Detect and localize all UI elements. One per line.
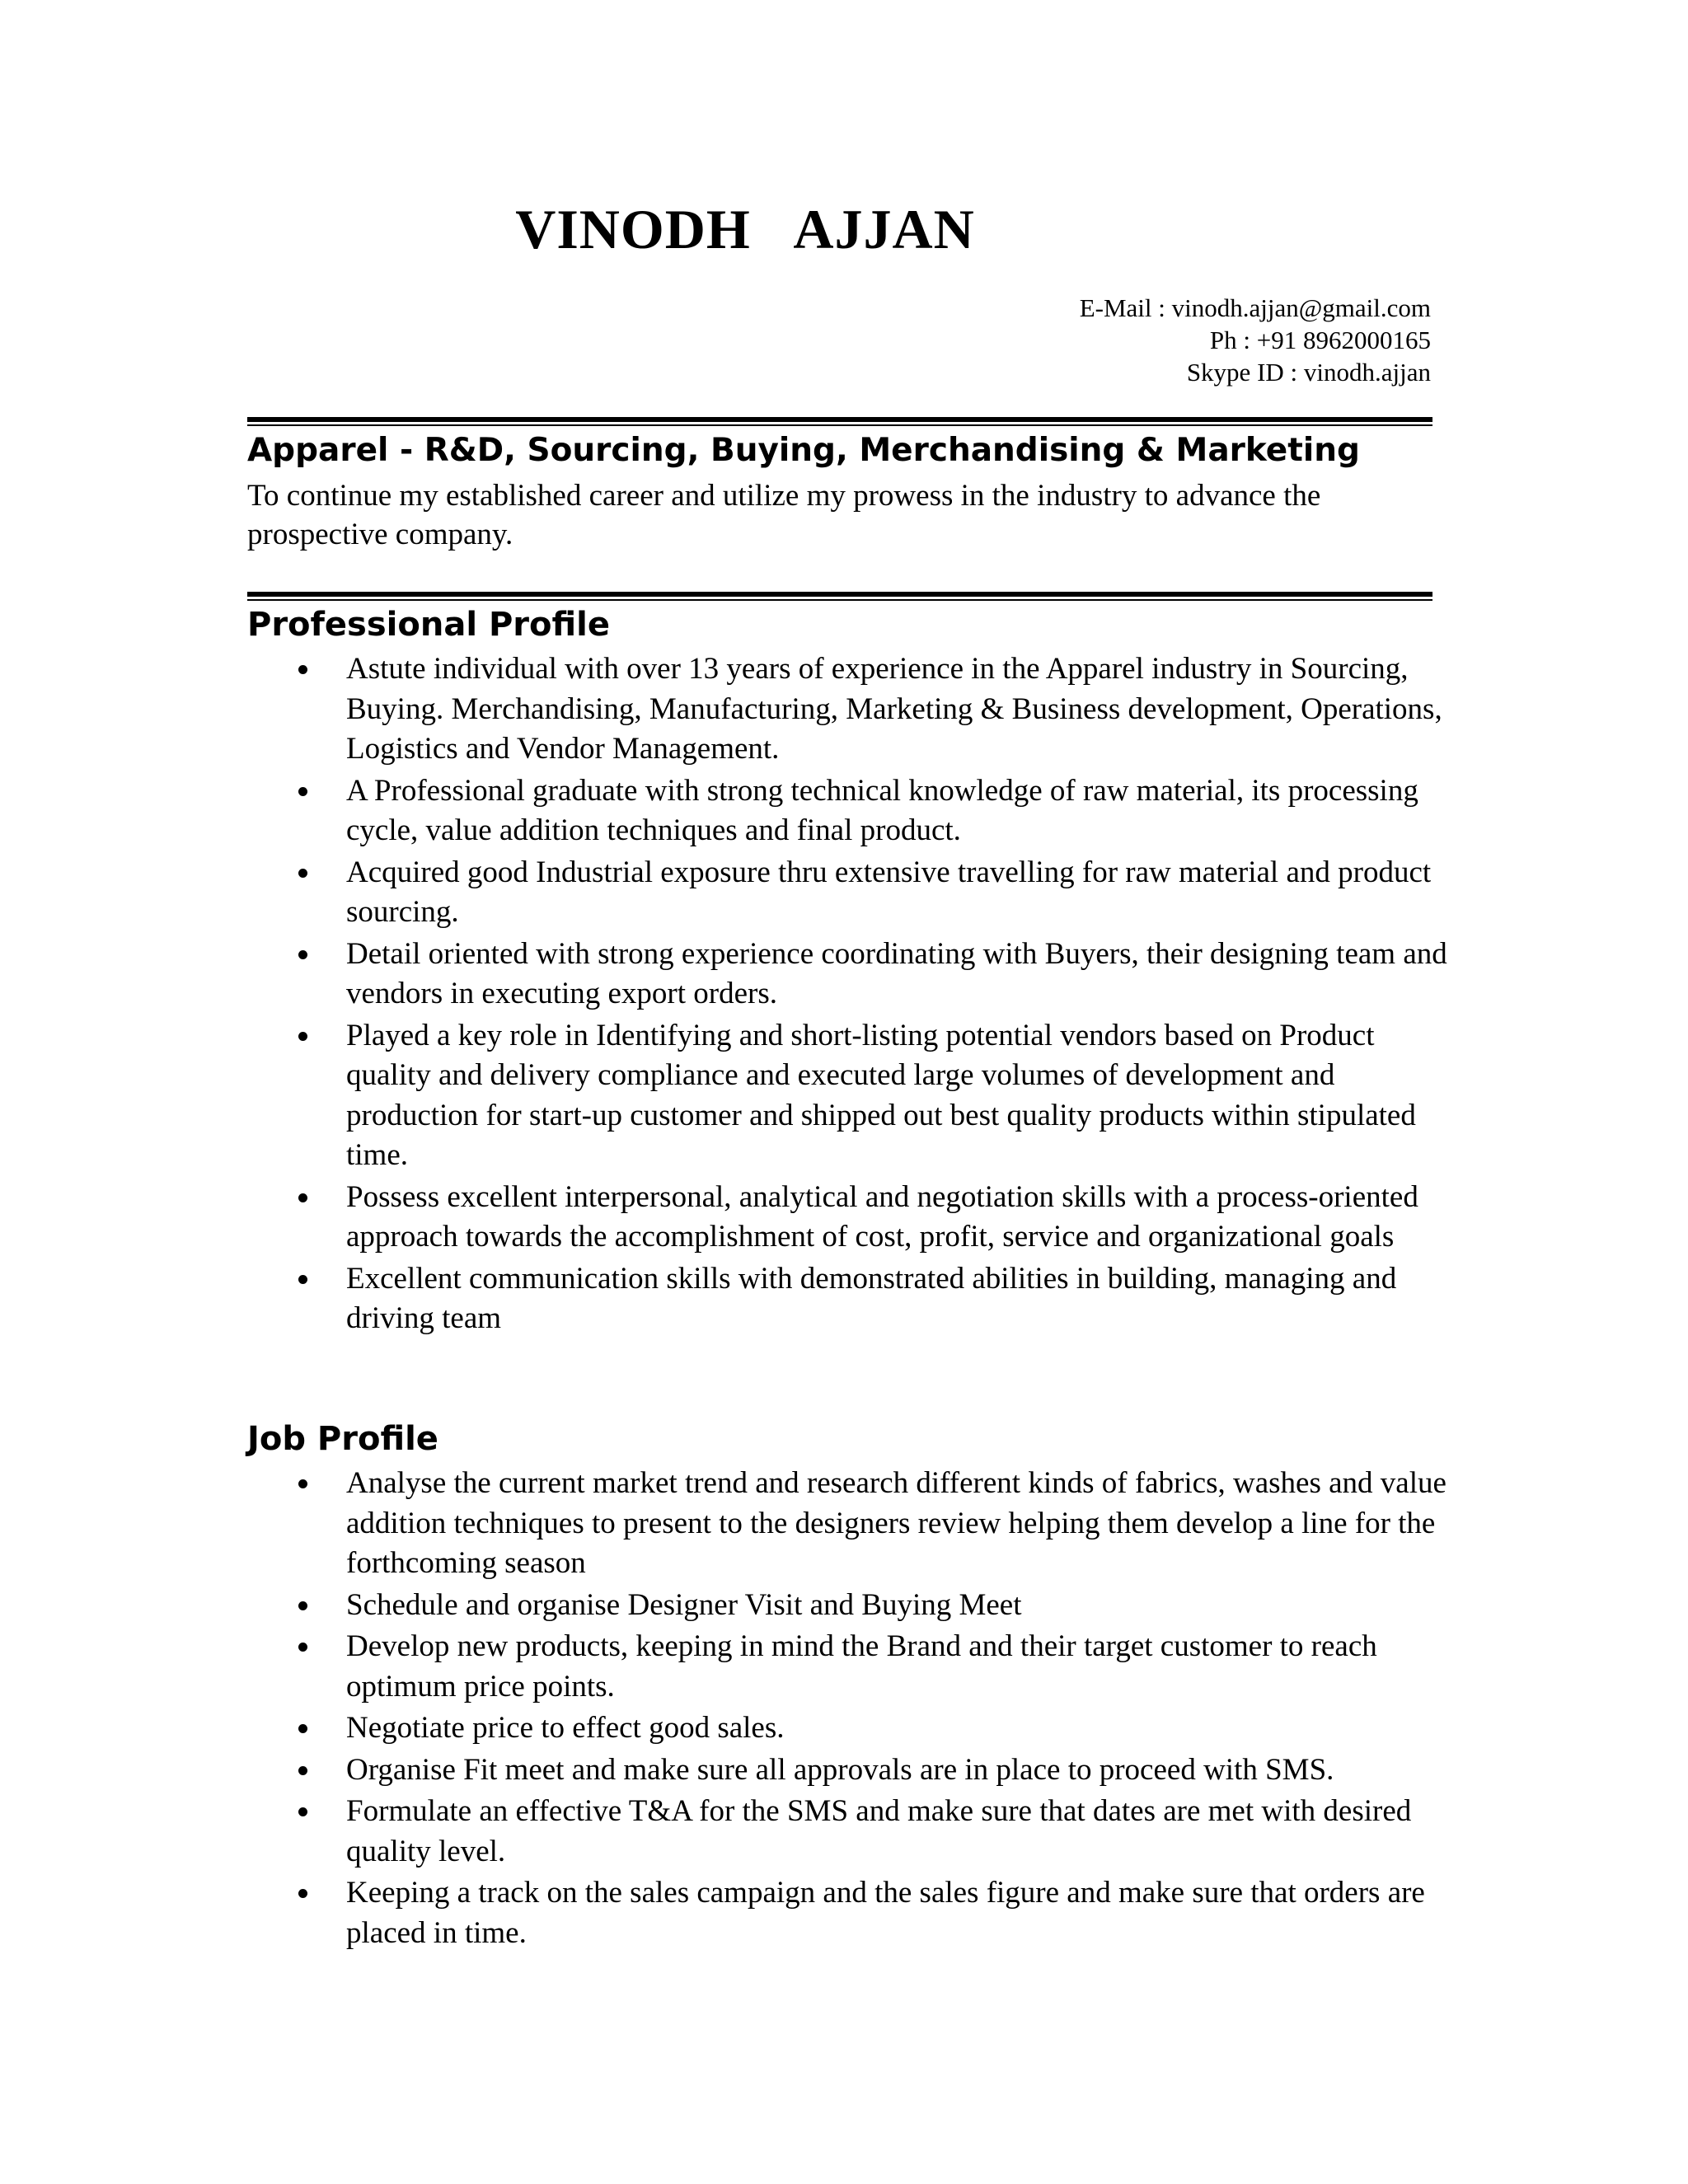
list-item-text: Acquired good Industrial exposure thru extensive travelling for raw material and product sourcing.: [346, 855, 1432, 929]
job-profile-list: [247, 1464, 1451, 1955]
list-item: [247, 935, 1451, 1015]
objective-text: To continue my established career and utilize my prowess in the industry to advance the prospective company.: [247, 479, 1321, 551]
list-item-text: Keeping a track on the sales campaign and the sales figure and make sure that orders are placed in time.: [346, 1876, 1425, 1950]
bullet-icon: [298, 1889, 307, 1898]
double-rule-divider: [247, 417, 1432, 427]
list-item: [247, 649, 1451, 770]
bullet-icon: [298, 1193, 307, 1202]
skype-line: Skype ID : vinodh.ajjan: [1186, 358, 1431, 387]
objective-heading: Apparel - R&D, Sourcing, Buying, Merchandising & Marketing: [247, 432, 1360, 469]
list-item: [247, 1873, 1451, 1953]
bullet-icon: [298, 1807, 307, 1816]
list-item: [247, 1464, 1451, 1584]
list-item: [247, 1016, 1451, 1176]
bullet-icon: [298, 1643, 307, 1652]
list-item-text: Possess excellent interpersonal, analytical and negotiation skills with a process-oriented approach towards the accomplishment of cost, profit, service and organizational goals: [346, 1179, 1418, 1254]
contact-block: [1080, 292, 1431, 388]
list-item: [247, 1792, 1451, 1872]
list-item-text: Analyse the current market trend and research different kinds of fabrics, washes and value addition techniques to present to the designers review helping them develop a line for the forthcoming season: [346, 1466, 1447, 1580]
bullet-icon: [298, 1601, 307, 1610]
bullet-icon: [298, 1766, 307, 1775]
list-item-text: Schedule and organise Designer Visit and Buying Meet: [346, 1587, 1022, 1622]
list-item-text: Astute individual with over 13 years of experience in the Apparel industry in Sourcing, Buying. Merchandising, Manufacturing, Marketing & Business development, Operations, Logistics and Vendor Management.: [346, 652, 1442, 766]
list-item-text: Negotiate price to effect good sales.: [346, 1711, 785, 1745]
list-item: [247, 771, 1451, 851]
list-item: [247, 853, 1451, 933]
bullet-icon: [298, 665, 307, 674]
bullet-icon: [298, 1032, 307, 1041]
list-item: [247, 1178, 1451, 1258]
professional-profile-list: [247, 649, 1451, 1341]
list-item-text: Played a key role in Identifying and short-listing potential vendors based on Product quality and delivery compliance and executed large volumes of development and production for start-up customer and shipped out best quality products within stipulated time.: [346, 1018, 1416, 1172]
bullet-icon: [298, 869, 307, 878]
bullet-icon: [298, 950, 307, 959]
double-rule-divider: [247, 592, 1432, 602]
bullet-icon: [298, 1275, 307, 1284]
list-item: [247, 1586, 1451, 1626]
list-item: [247, 1750, 1451, 1791]
bullet-icon: [298, 787, 307, 796]
list-item: [247, 1627, 1451, 1707]
list-item-text: Organise Fit meet and make sure all approvals are in place to proceed with SMS.: [346, 1752, 1334, 1787]
list-item: [247, 1259, 1451, 1339]
list-item: [247, 1708, 1451, 1749]
list-item-text: Excellent communication skills with demonstrated abilities in building, managing and driving team: [346, 1261, 1397, 1335]
professional-profile-heading: Professional Profile: [247, 606, 610, 644]
candidate-name: VINODH AJJAN: [515, 198, 975, 260]
email-line: E-Mail : vinodh.ajjan@gmail.com: [1079, 293, 1431, 322]
list-item-text: A Professional graduate with strong technical knowledge of raw material, its processing cycle, value addition techniques and final product.: [346, 773, 1418, 847]
list-item-text: Develop new products, keeping in mind the Brand and their target customer to reach optimum price points.: [346, 1629, 1377, 1704]
bullet-icon: [298, 1724, 307, 1733]
list-item-text: Formulate an effective T&A for the SMS and make sure that dates are met with desired quality level.: [346, 1794, 1412, 1868]
job-profile-heading: Job Profile: [247, 1420, 438, 1458]
bullet-icon: [298, 1479, 307, 1488]
phone-line: Ph : +91 8962000165: [1209, 326, 1431, 354]
list-item-text: Detail oriented with strong experience coordinating with Buyers, their designing team and vendors in executing export orders.: [346, 936, 1447, 1010]
